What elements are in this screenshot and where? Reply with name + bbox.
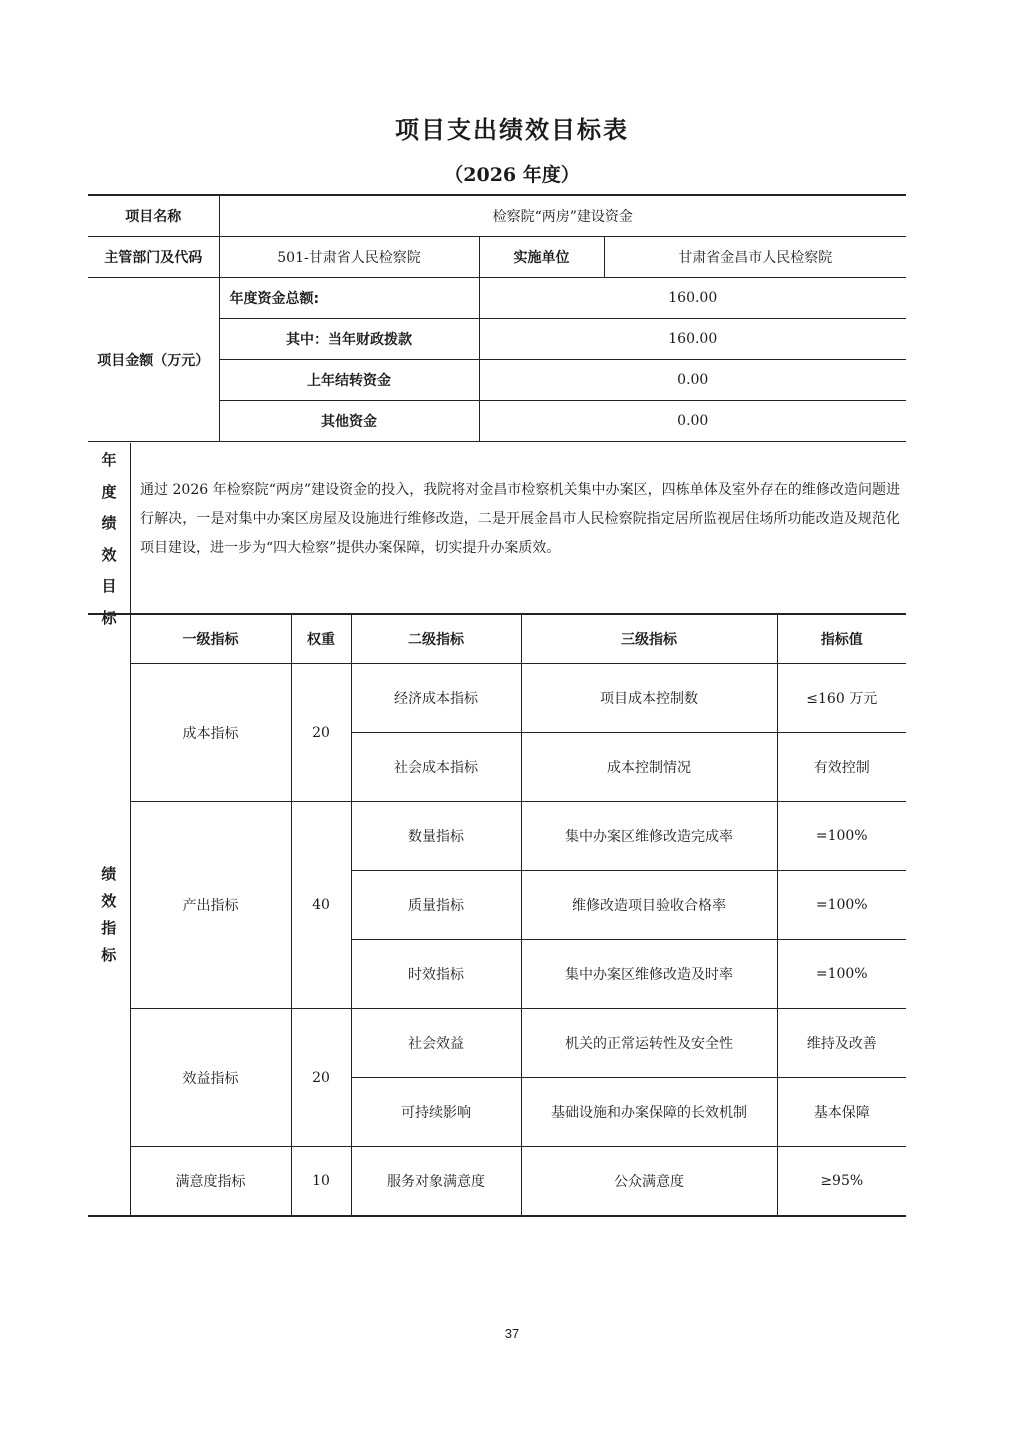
annual-goal-label: 年 度 绩 效 目 标 bbox=[88, 443, 131, 614]
level3-cell: 机关的正常运转性及安全性 bbox=[521, 1009, 777, 1078]
value-cell: =100% bbox=[777, 940, 906, 1009]
value-cell: ≥95% bbox=[777, 1147, 906, 1217]
amount-row-label: 其中：当年财政拨款 bbox=[219, 319, 479, 360]
value-cell: 基本保障 bbox=[777, 1078, 906, 1147]
amount-label: 项目金额（万元） bbox=[88, 278, 219, 442]
value-cell: =100% bbox=[777, 802, 906, 871]
level1-cell: 产出指标 bbox=[130, 802, 291, 1009]
value-cell: 维持及改善 bbox=[777, 1009, 906, 1078]
level2-cell: 质量指标 bbox=[351, 871, 521, 940]
header-level3: 三级指标 bbox=[521, 615, 777, 664]
amount-row-label: 上年结转资金 bbox=[219, 360, 479, 401]
level1-cell: 满意度指标 bbox=[130, 1147, 291, 1217]
amount-row-value: 0.00 bbox=[479, 401, 906, 442]
level3-cell: 公众满意度 bbox=[521, 1147, 777, 1217]
annual-goal-section bbox=[88, 443, 906, 627]
project-name-value: 检察院“两房”建设资金 bbox=[219, 195, 906, 237]
value-cell: =100% bbox=[777, 871, 906, 940]
impl-value: 甘肃省金昌市人民检察院 bbox=[604, 237, 906, 278]
amount-row-label: 年度资金总额: bbox=[219, 278, 479, 319]
perf-indicator-label: 绩 效 指 标 bbox=[88, 615, 130, 1217]
level3-cell: 维修改造项目验收合格率 bbox=[521, 871, 777, 940]
level2-cell: 可持续影响 bbox=[351, 1078, 521, 1147]
performance-indicator-table bbox=[88, 614, 906, 1217]
header-weight: 权重 bbox=[291, 615, 351, 664]
amount-row-value: 160.00 bbox=[479, 319, 906, 360]
page-subtitle: （2026 年度） bbox=[444, 164, 580, 186]
level1-cell: 效益指标 bbox=[130, 1009, 291, 1147]
project-info-table bbox=[88, 194, 906, 442]
level1-cell: 成本指标 bbox=[130, 664, 291, 802]
weight-cell: 20 bbox=[291, 664, 351, 802]
amount-row-label: 其他资金 bbox=[219, 401, 479, 442]
dept-value: 501-甘肃省人民检察院 bbox=[219, 237, 479, 278]
level2-cell: 社会效益 bbox=[351, 1009, 521, 1078]
value-cell: 有效控制 bbox=[777, 733, 906, 802]
page-number: 37 bbox=[504, 1326, 520, 1341]
level3-cell: 集中办案区维修改造完成率 bbox=[521, 802, 777, 871]
header-level2: 二级指标 bbox=[351, 615, 521, 664]
dept-label: 主管部门及代码 bbox=[88, 237, 219, 278]
amount-row-value: 160.00 bbox=[479, 278, 906, 319]
level2-cell: 社会成本指标 bbox=[351, 733, 521, 802]
level2-cell: 时效指标 bbox=[351, 940, 521, 1009]
level2-cell: 数量指标 bbox=[351, 802, 521, 871]
header-value: 指标值 bbox=[777, 615, 906, 664]
level3-cell: 集中办案区维修改造及时率 bbox=[521, 940, 777, 1009]
level3-cell: 基础设施和办案保障的长效机制 bbox=[521, 1078, 777, 1147]
level2-cell: 经济成本指标 bbox=[351, 664, 521, 733]
level3-cell: 成本控制情况 bbox=[521, 733, 777, 802]
value-cell: ≤160 万元 bbox=[777, 664, 906, 733]
annual-goal-text: 通过 2026 年检察院“两房”建设资金的投入，我院将对金昌市检察机关集中办案区，四栋单体及室外存在的维修改造问题进行解决，一是对集中办案区房屋及设施进行维修改造，二是开展金昌市人民检察院指定居所监视居住场所功能改造及规范化项目建设，进一步为“四大检察”提供办案保障，切实提升办案质效。 bbox=[140, 482, 900, 556]
weight-cell: 20 bbox=[291, 1009, 351, 1147]
weight-cell: 10 bbox=[291, 1147, 351, 1217]
project-name-label: 项目名称 bbox=[88, 195, 219, 237]
page-title: 项目支出绩效目标表 bbox=[395, 115, 629, 144]
level3-cell: 项目成本控制数 bbox=[521, 664, 777, 733]
amount-row-value: 0.00 bbox=[479, 360, 906, 401]
impl-label: 实施单位 bbox=[479, 237, 604, 278]
header-level1: 一级指标 bbox=[130, 615, 291, 664]
level2-cell: 服务对象满意度 bbox=[351, 1147, 521, 1217]
weight-cell: 40 bbox=[291, 802, 351, 1009]
